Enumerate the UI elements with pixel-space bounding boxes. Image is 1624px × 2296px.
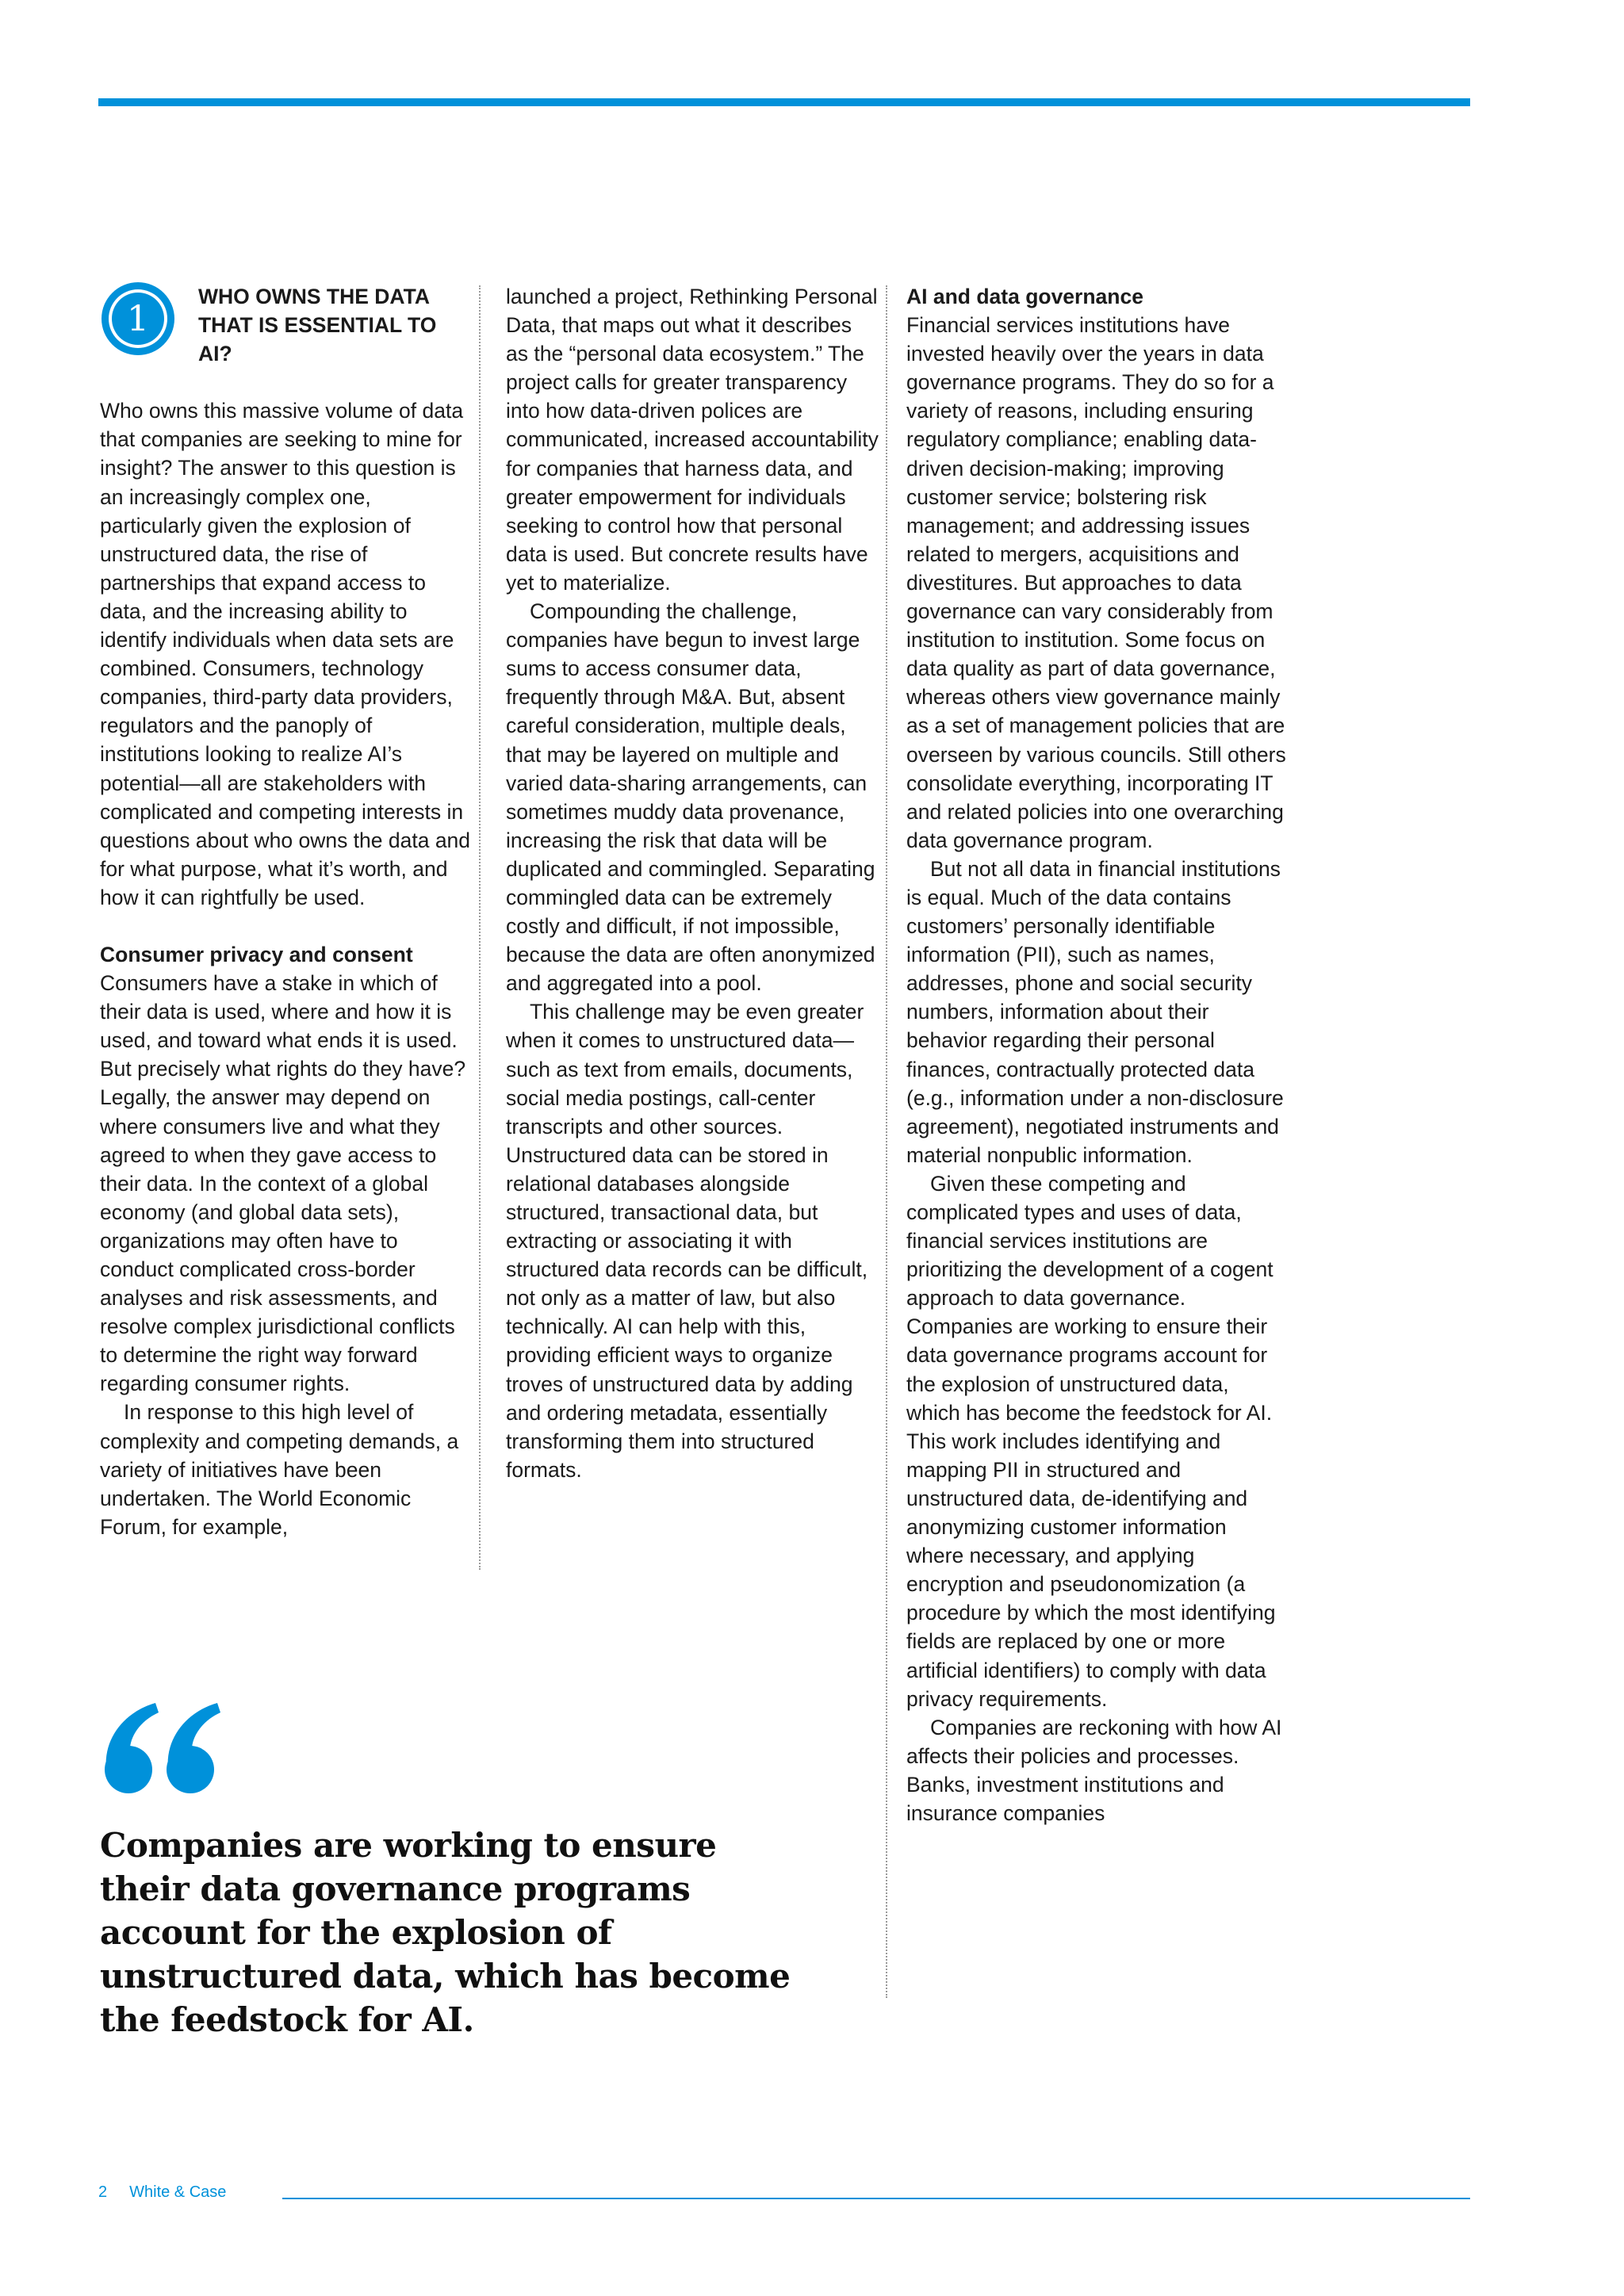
heading-consumer-privacy: Consumer privacy and consent <box>100 942 413 966</box>
paragraph: Companies are reckoning with how AI affects their policies and processes. Banks, investment institutions and insurance companies <box>906 1715 1282 1825</box>
paragraph: But not all data in financial institutions is equal. Much of the data contains customers’ personally identifiable information (PII), such as names, addresses, phone and social security numbers, information about their behavior regarding their personal finances, contractually protected data (e.g., information under a non-disclosure agreement), negotiated instruments and material nonpublic information. <box>906 856 1284 1167</box>
column-divider <box>886 285 887 1998</box>
publisher-name: White & Case <box>129 2183 227 2201</box>
section-header <box>100 282 473 368</box>
paragraph: Consumers have a stake in which of their data is used, where and how it is used, and toward what ends it is used. But precisely what rights do they have? Legally, the answer may depend on where consumers live and what they agreed to when they gave access to their data. In the context of a global economy (and global data sets), organizations may often have to conduct complicated cross-border analyses and risk assessments, and resolve complex jurisdictional conflicts to determine the right way forward regarding consumer rights. <box>100 971 466 1396</box>
page-number: 2 <box>98 2183 108 2201</box>
pull-quote: Companies are working to ensure their data governance programs account for the explosion of unstructured data, which has become the feedstock for AI. <box>100 1826 791 2039</box>
column-3 <box>906 282 1287 1827</box>
paragraph: Compounding the challenge, companies have begun to invest large sums to access consumer data, frequently through M&A. But, absent careful consideration, multiple deals, that may be layered on multiple and varied data-sharing arrangements, can sometimes muddy data provenance, increasing the risk that data will be duplicated and commingled. Separating commingled data can be extremely costly and difficult, if not impossible, because the data are often anonymized and aggregated into a pool. <box>506 599 875 996</box>
section-number-badge-icon <box>100 281 176 357</box>
paragraph: Financial services institutions have invested heavily over the years in data governance programs. They do so for a variety of reasons, including ensuring regulatory compliance; enabling data-driven decision-making; improving customer service; bolstering risk management; and addressing issues related to mergers, acquisitions and divestitures. But approaches to data governance can vary considerably from institution to institution. Some focus on data quality as part of data governance, whereas others view governance mainly as a set of management policies that are overseen by various councils. Still others consolidate everything, incorporating IT and related policies into one overarching data governance program. <box>906 313 1286 852</box>
paragraph: Given these competing and complicated types and uses of data, financial services institutions are prioritizing the development of a cogent approach to data governance. Companies are working to ensure their data governance programs account for the explosion of unstructured data, which has become the feedstock for AI. This work includes identifying and mapping PII in structured and unstructured data, de-identifying and anonymizing customer information where necessary, and applying encryption and pseudonomization (a procedure by which the most identifying fields are replaced by one or more artificial identifiers) to comply with data privacy requirements. <box>906 1171 1276 1711</box>
column-divider <box>479 285 481 1570</box>
intro-paragraph: Who owns this massive volume of data that companies are seeking to mine for insight? The answer to this question is an increasingly complex one, particularly given the explosion of unstructured data, the rise of partnerships that expand access to data, and the increasing ability to identify individuals when data sets are combined. Consumers, technology companies, third-party data providers, regulators and the panoply of institutions looking to realize AI’s potential—all are stakeholders with complicated and competing interests in questions about who owns the data and for what purpose, what it’s worth, and how it can rightfully be used. <box>100 399 471 909</box>
section-number: 1 <box>127 299 149 339</box>
paragraph: In response to this high level of complexity and competing demands, a variety of initiatives have been undertaken. The World Economic Forum, for example, <box>100 1400 459 1539</box>
paragraph: This challenge may be even greater when it comes to unstructured data—such as text from emails, documents, social media postings, call-center transcripts and other sources. Unstructured data can be stored in relational databases alongside structured, transactional data, but extracting or associating it with structured data records can be difficult, not only as a matter of law, but also technically. AI can help with this, providing efficient ways to organize troves of unstructured data by adding and ordering metadata, essentially transforming them into structured formats. <box>506 1000 868 1482</box>
top-accent-rule <box>98 98 1470 106</box>
quote-mark-icon <box>95 1697 230 1800</box>
paragraph: launched a project, Rethinking Personal Data, that maps out what it describes as the “personal data ecosystem.” The project calls for greater transparency into how data-driven polices are communicated, increased accountability for companies that harness data, and greater empowerment for individuals seeking to control how that personal data is used. But concrete results have yet to materialize. <box>506 285 879 595</box>
page-footer <box>98 2183 226 2202</box>
column-1 <box>100 282 473 1541</box>
column-2 <box>506 282 879 1484</box>
heading-ai-data-governance: AI and data governance <box>906 285 1143 308</box>
section-title: WHO OWNS THE DATA THAT IS ESSENTIAL TO AI? <box>198 285 437 366</box>
footer-rule <box>282 2198 1470 2199</box>
